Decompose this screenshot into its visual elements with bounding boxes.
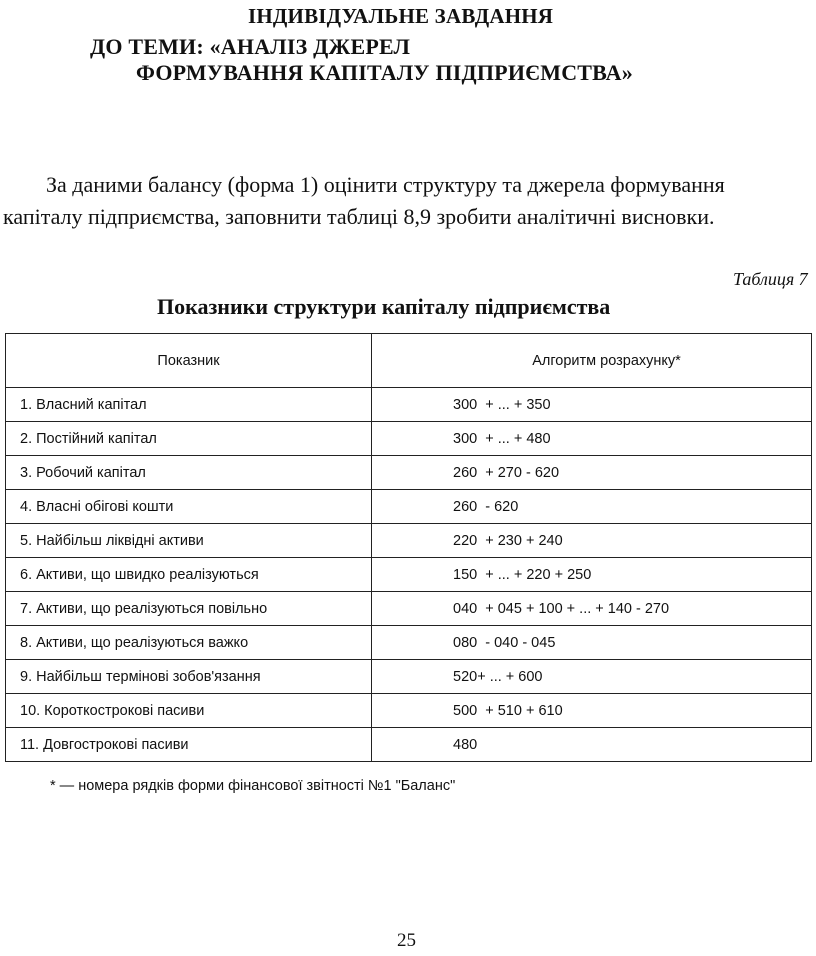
- indicator-cell: 2. Постійний капітал: [6, 422, 372, 456]
- indicator-cell: 7. Активи, що реалізуються повільно: [6, 592, 372, 626]
- indicator-cell: 6. Активи, що швидко реалізуються: [6, 558, 372, 592]
- table-row: [6, 456, 812, 490]
- indicator-cell: 8. Активи, що реалізуються важко: [6, 626, 372, 660]
- formula-cell: 300 + ... + 480: [372, 422, 812, 456]
- table-row: [6, 626, 812, 660]
- indicator-cell: 5. Найбільш ліквідні активи: [6, 524, 372, 558]
- formula-cell: 080 - 040 - 045: [372, 626, 812, 660]
- table-title: Показники структури капіталу підприємства: [157, 294, 611, 319]
- title-line-3: ФОРМУВАННЯ КАПІТАЛУ ПІДПРИЄМСТВА»: [136, 60, 633, 85]
- table-row: [6, 592, 812, 626]
- table-row: [6, 422, 812, 456]
- table-row: [6, 660, 812, 694]
- formula-cell: 480: [372, 728, 812, 762]
- table-row: [6, 490, 812, 524]
- column-header-indicator: Показник: [6, 334, 372, 388]
- table-row: [6, 558, 812, 592]
- formula-cell: 500 + 510 + 610: [372, 694, 812, 728]
- formula-cell: 150 + ... + 220 + 250: [372, 558, 812, 592]
- indicator-cell: 4. Власні обігові кошти: [6, 490, 372, 524]
- table-row: [6, 694, 812, 728]
- column-header-formula: Алгоритм розрахунку*: [372, 334, 812, 388]
- formula-cell: 300 + ... + 350: [372, 388, 812, 422]
- capital-structure-table: [5, 333, 812, 762]
- formula-cell: 260 - 620: [372, 490, 812, 524]
- indicator-cell: 11. Довгострокові пасиви: [6, 728, 372, 762]
- task-text-line-1: За даними балансу (форма 1) оцінити структуру та джерела формування: [46, 172, 725, 197]
- table-header-row: [6, 334, 812, 388]
- table-row: [6, 388, 812, 422]
- table-footnote: * — номера рядків форми фінансової звітності №1 "Баланс": [50, 778, 456, 794]
- title-line-1: ІНДИВІДУАЛЬНЕ ЗАВДАННЯ: [248, 4, 554, 28]
- indicator-cell: 1. Власний капітал: [6, 388, 372, 422]
- table-number-label: Таблиця 7: [733, 269, 808, 289]
- formula-cell: 220 + 230 + 240: [372, 524, 812, 558]
- formula-cell: 260 + 270 - 620: [372, 456, 812, 490]
- table-row: [6, 524, 812, 558]
- title-line-2: ДО ТЕМИ: «АНАЛІЗ ДЖЕРЕЛ: [90, 34, 411, 59]
- formula-cell: 040 + 045 + 100 + ... + 140 - 270: [372, 592, 812, 626]
- task-text-line-2: капіталу підприємства, заповнити таблиці 8,9 зробити аналітичні висновки.: [3, 204, 715, 229]
- table-row: [6, 728, 812, 762]
- formula-cell: 520+ ... + 600: [372, 660, 812, 694]
- indicator-cell: 9. Найбільш термінові зобов'язання: [6, 660, 372, 694]
- page-number: 25: [397, 930, 416, 951]
- indicator-cell: 10. Короткострокові пасиви: [6, 694, 372, 728]
- indicator-cell: 3. Робочий капітал: [6, 456, 372, 490]
